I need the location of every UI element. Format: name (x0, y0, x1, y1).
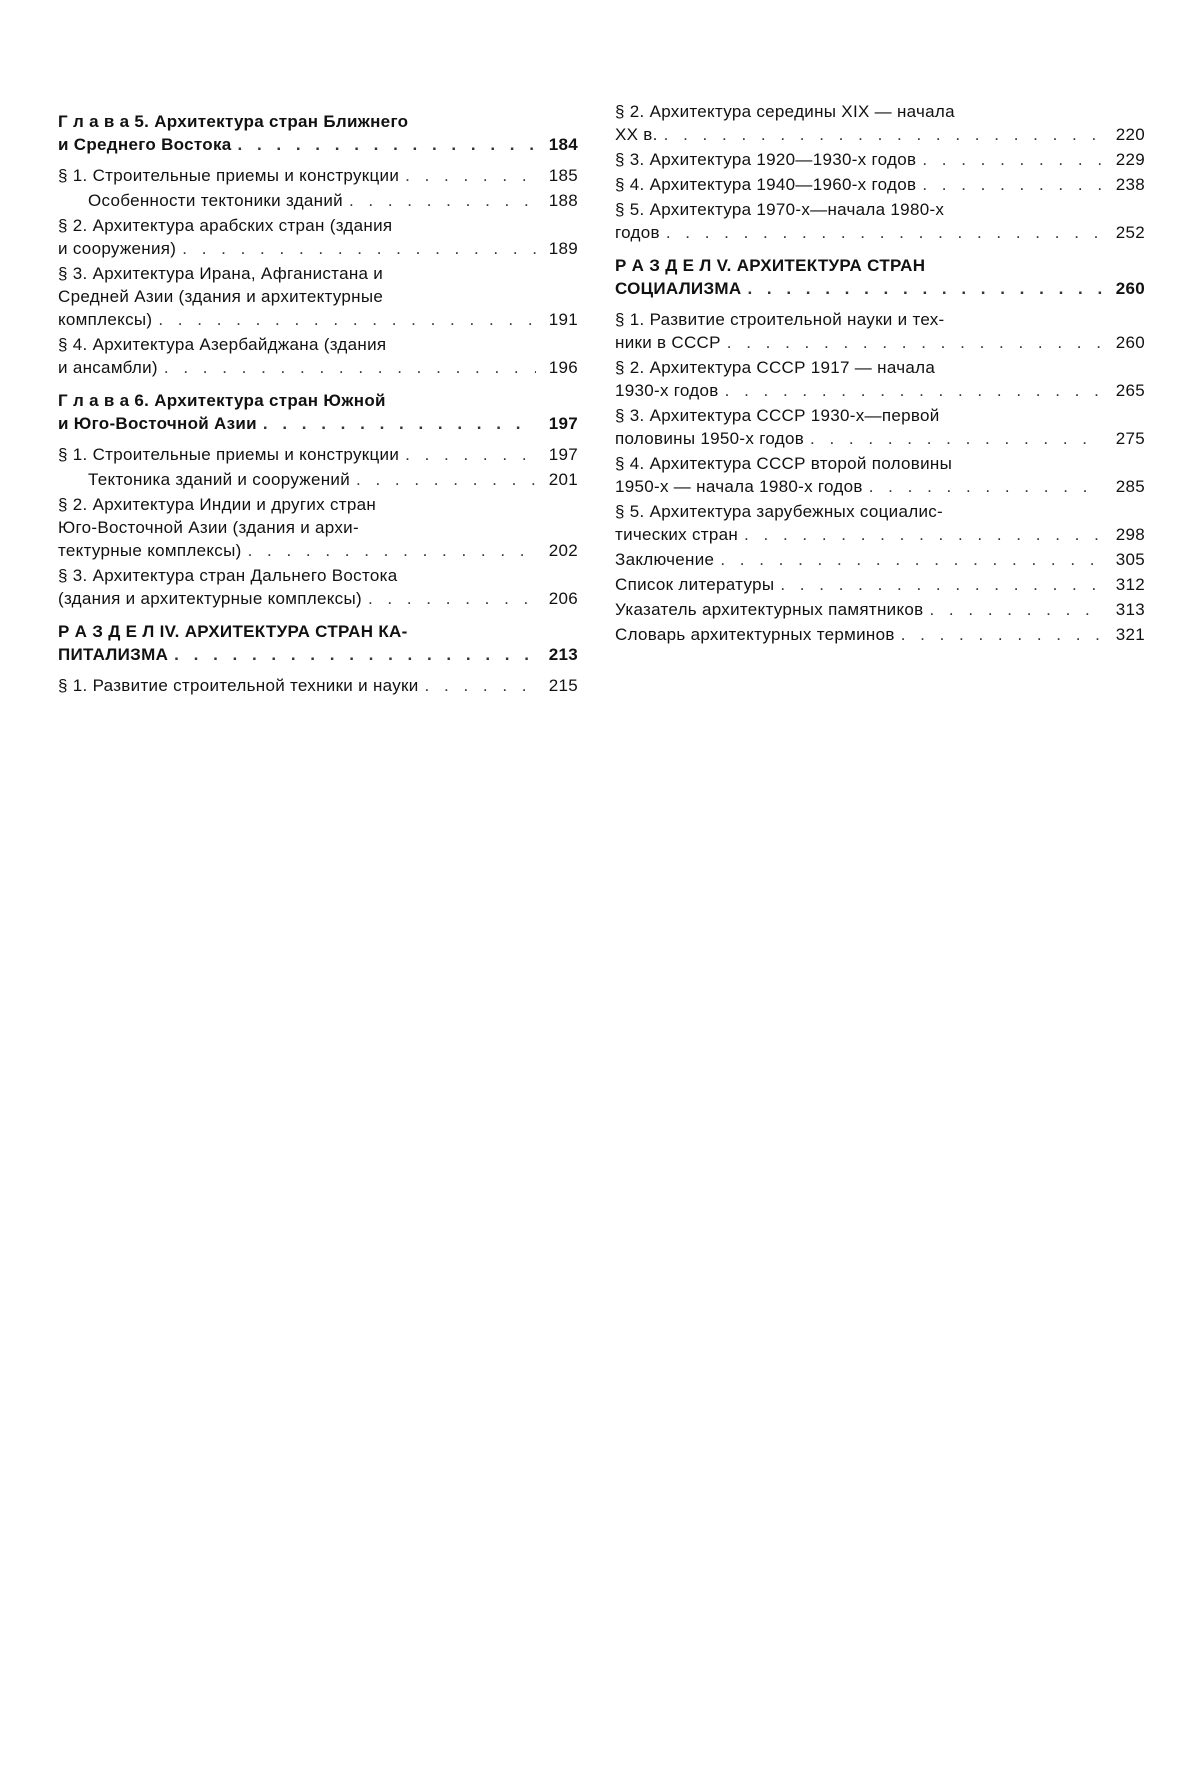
toc-entry-text: § 3. Архитектура Ирана, Афганистана и (58, 264, 384, 283)
page-number: 188 (548, 191, 578, 210)
page-number: 238 (1115, 175, 1145, 194)
leader-dots (780, 573, 1103, 596)
toc-entry-text: Р А З Д Е Л IV. АРХИТЕКТУРА СТРАН КА- (58, 622, 408, 641)
leader-dots (664, 123, 1103, 146)
toc-entry (615, 356, 1145, 402)
leader-dots (725, 379, 1103, 402)
leader-dots (747, 277, 1103, 300)
toc-entry-text: § 2. Архитектура арабских стран (здания (58, 216, 393, 235)
page-number: 220 (1115, 125, 1145, 144)
toc-line (58, 308, 578, 331)
toc-entry (615, 598, 1145, 621)
toc-entry-text: Список литературы (615, 575, 775, 594)
toc-entry-text: § 5. Архитектура зарубежных социалис- (615, 502, 943, 521)
page-number: 185 (548, 166, 578, 185)
page-number: 197 (548, 414, 578, 433)
toc-entry (615, 173, 1145, 196)
toc-entry (615, 308, 1145, 354)
toc-entry (615, 623, 1145, 646)
toc-left-column (58, 100, 578, 699)
leader-dots (368, 587, 536, 610)
toc-line (58, 214, 578, 237)
toc-line (615, 198, 1145, 221)
toc-line (615, 427, 1145, 450)
toc-line (58, 133, 578, 156)
toc-line (615, 598, 1145, 621)
toc-entry-text: 1950-х — начала 1980-х годов (615, 477, 863, 496)
toc-entry-text: Г л а в а 6. Архитектура стран Южной (58, 391, 386, 410)
toc-entry-text: § 1. Развитие строительной техники и науки (58, 676, 419, 695)
page-number: 265 (1115, 381, 1145, 400)
toc-entry (615, 548, 1145, 571)
toc-entry-text: § 4. Архитектура 1940—1960-х годов (615, 175, 917, 194)
toc-entry-text: Р А З Д Е Л V. АРХИТЕКТУРА СТРАН (615, 256, 926, 275)
toc-line (58, 356, 578, 379)
leader-dots (901, 623, 1103, 646)
page-number: 213 (548, 645, 578, 664)
toc-line (58, 237, 578, 260)
page-number: 201 (548, 470, 578, 489)
toc-entry (58, 493, 578, 562)
toc-right-column (615, 100, 1145, 648)
toc-line (88, 468, 578, 491)
page-number: 189 (548, 239, 578, 258)
toc-entry-text: § 2. Архитектура Индии и других стран (58, 495, 377, 514)
toc-entry-text: 1930-х годов (615, 381, 719, 400)
page-number: 215 (548, 676, 578, 695)
toc-entry (58, 468, 578, 491)
toc-line (58, 493, 578, 516)
toc-entry-text: (здания и архитектурные комплексы) (58, 589, 362, 608)
toc-entry (58, 443, 578, 466)
toc-entry (615, 500, 1145, 546)
page-number: 197 (548, 445, 578, 464)
leader-dots (744, 523, 1103, 546)
toc-line (58, 285, 578, 308)
page-number: 275 (1115, 429, 1145, 448)
toc-line (58, 620, 578, 643)
toc-line (58, 564, 578, 587)
toc-entry (58, 214, 578, 260)
toc-line (615, 404, 1145, 427)
toc-line (58, 674, 578, 697)
leader-dots (356, 468, 536, 491)
toc-entry (58, 333, 578, 379)
toc-entry (58, 164, 578, 187)
page-number: 196 (548, 358, 578, 377)
toc-line (615, 452, 1145, 475)
leader-dots (727, 331, 1103, 354)
toc-line (615, 623, 1145, 646)
toc-entry-text: комплексы) (58, 310, 153, 329)
page-number: 191 (548, 310, 578, 329)
toc-line (615, 254, 1145, 277)
leader-dots (425, 674, 536, 697)
leader-dots (164, 356, 536, 379)
toc-line (58, 516, 578, 539)
page-number: 321 (1115, 625, 1145, 644)
toc-entry-text: § 1. Строительные приемы и конструкции (58, 166, 400, 185)
toc-entry (58, 674, 578, 697)
toc-entry-text: § 2. Архитектура середины XIX — начала (615, 102, 955, 121)
toc-heading (58, 389, 578, 435)
toc-entry (615, 100, 1145, 146)
toc-entry (58, 262, 578, 331)
toc-entry (615, 148, 1145, 171)
toc-entry-text: и ансамбли) (58, 358, 158, 377)
toc-line (615, 173, 1145, 196)
page-number: 305 (1115, 550, 1145, 569)
toc-line (615, 523, 1145, 546)
leader-dots (174, 643, 536, 666)
toc-line (58, 110, 578, 133)
toc-line (615, 331, 1145, 354)
toc-entry-text: § 3. Архитектура 1920—1930-х годов (615, 150, 917, 169)
toc-entry-text: § 1. Строительные приемы и конструкции (58, 445, 400, 464)
toc-entry-text: годов (615, 223, 660, 242)
toc-entry-text: половины 1950-х годов (615, 429, 805, 448)
toc-heading (58, 110, 578, 156)
leader-dots (922, 173, 1103, 196)
page-number: 252 (1115, 223, 1145, 242)
leader-dots (349, 189, 536, 212)
leader-dots (263, 412, 536, 435)
toc-entry-text: Тектоника зданий и сооружений (88, 470, 351, 489)
toc-line (615, 379, 1145, 402)
toc-heading (58, 620, 578, 666)
toc-entry-text: тектурные комплексы) (58, 541, 242, 560)
page-number: 285 (1115, 477, 1145, 496)
toc-entry-text: § 3. Архитектура стран Дальнего Востока (58, 566, 398, 585)
toc-entry-text: § 5. Архитектура 1970-х—начала 1980-х (615, 200, 945, 219)
toc-entry-text: Заключение (615, 550, 715, 569)
leader-dots (182, 237, 536, 260)
toc-entry-text: ПИТАЛИЗМА (58, 645, 169, 664)
toc-entry-text: § 4. Архитектура СССР второй половины (615, 454, 953, 473)
leader-dots (720, 548, 1103, 571)
leader-dots (869, 475, 1103, 498)
toc-entry-text: § 1. Развитие строительной науки и тех- (615, 310, 945, 329)
toc-entry-text: Средней Азии (здания и архитектурные (58, 287, 384, 306)
toc-line (615, 221, 1145, 244)
toc-line (615, 308, 1145, 331)
toc-entry (615, 198, 1145, 244)
page-number: 206 (548, 589, 578, 608)
toc-line (615, 277, 1145, 300)
leader-dots (248, 539, 536, 562)
toc-entry (615, 573, 1145, 596)
toc-line (58, 587, 578, 610)
leader-dots (405, 443, 536, 466)
page-number: 312 (1115, 575, 1145, 594)
toc-line (58, 164, 578, 187)
toc-entry-text: Особенности тектоники зданий (88, 191, 343, 210)
page-number: 260 (1115, 279, 1145, 298)
toc-entry-text: § 2. Архитектура СССР 1917 — начала (615, 358, 936, 377)
toc-entry (58, 189, 578, 212)
toc-entry-text: § 4. Архитектура Азербайджана (здания (58, 335, 387, 354)
toc-line (615, 356, 1145, 379)
toc-line (58, 412, 578, 435)
toc-line (615, 475, 1145, 498)
toc-entry-text: Юго-Восточной Азии (здания и архи- (58, 518, 359, 537)
leader-dots (922, 148, 1103, 171)
page-number: 298 (1115, 525, 1145, 544)
leader-dots (238, 133, 536, 156)
page-number: 184 (548, 135, 578, 154)
toc-line (615, 148, 1145, 171)
toc-entry-text: и сооружения) (58, 239, 177, 258)
toc-entry-text: и Среднего Востока (58, 135, 232, 154)
toc-line (615, 573, 1145, 596)
toc-line (88, 189, 578, 212)
leader-dots (666, 221, 1103, 244)
toc-entry-text: СОЦИАЛИЗМА (615, 279, 742, 298)
toc-entry (615, 452, 1145, 498)
toc-line (58, 539, 578, 562)
toc-entry-text: ники в СССР (615, 333, 721, 352)
toc-heading (615, 254, 1145, 300)
toc-entry-text: Г л а в а 5. Архитектура стран Ближнего (58, 112, 409, 131)
toc-line (58, 643, 578, 666)
leader-dots (929, 598, 1103, 621)
toc-line (58, 389, 578, 412)
toc-entry-text: XX в. (615, 125, 658, 144)
page-number: 202 (548, 541, 578, 560)
toc-line (58, 333, 578, 356)
toc-entry-text: § 3. Архитектура СССР 1930-х—первой (615, 406, 940, 425)
leader-dots (405, 164, 536, 187)
page-number: 260 (1115, 333, 1145, 352)
toc-entry (615, 404, 1145, 450)
toc-line (615, 123, 1145, 146)
leader-dots (810, 427, 1103, 450)
toc-entry-text: тических стран (615, 525, 739, 544)
toc-entry-text: Указатель архитектурных памятников (615, 600, 924, 619)
page-number: 229 (1115, 150, 1145, 169)
leader-dots (158, 308, 536, 331)
toc-entry (58, 564, 578, 610)
toc-entry-text: Словарь архитектурных терминов (615, 625, 895, 644)
toc-line (58, 262, 578, 285)
page-number: 313 (1115, 600, 1145, 619)
toc-line (615, 100, 1145, 123)
toc-line (58, 443, 578, 466)
toc-line (615, 548, 1145, 571)
toc-entry-text: и Юго-Восточной Азии (58, 414, 257, 433)
toc-line (615, 500, 1145, 523)
